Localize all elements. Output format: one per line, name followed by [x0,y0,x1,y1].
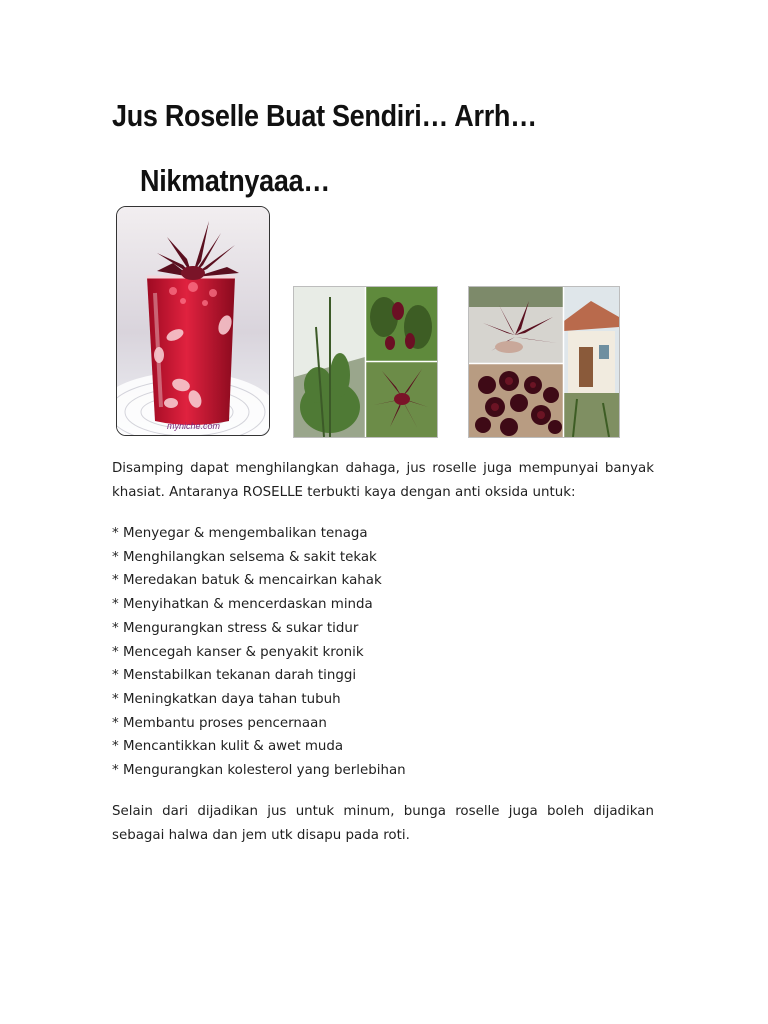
roselle-harvest-collage [468,286,620,438]
list-item: * Mengurangkan stress & sukar tidur [112,620,359,636]
list-item: * Menghilangkan selsema & sakit tekak [112,549,377,565]
list-item: * Mengurangkan kolesterol yang berlebihan [112,763,406,779]
list-item: * Menyegar & mengembalikan tenaga [112,526,368,541]
intro-paragraph: Disamping dapat menghilangkan dahaga, jus roselle juga mempunyai banyak khasiat. Antaranya ROSELLE terbukti kaya dengan anti oksida untuk: [112,461,654,500]
roselle-plant-collage [293,286,438,438]
title-line-2: Nikmatnyaaa… [140,164,330,198]
list-item: * Membantu proses pencernaan [112,715,327,731]
list-item: * Menstabilkan tekanan darah tinggi [112,668,357,684]
title-line-1: Jus Roselle Buat Sendiri… Arrh… [112,99,537,133]
list-item: * Menyihatkan & mencerdaskan minda [112,597,373,613]
list-item: * Mencegah kanser & penyakit kronik [112,644,364,660]
benefits-list [112,522,406,783]
photo-watermark: myniche.com [167,421,221,431]
list-item: * Mencantikkan kulit & awet muda [112,739,344,755]
list-item: * Meningkatkan daya tahan tubuh [112,691,341,707]
roselle-juice-photo [116,206,270,436]
list-item: * Meredakan batuk & mencairkan kahak [112,573,382,589]
page-title [112,98,712,199]
closing-paragraph: Selain dari dijadikan jus untuk minum, bunga roselle juga boleh dijadikan sebagai halwa dan jem utk disapu pada roti. [112,804,654,843]
